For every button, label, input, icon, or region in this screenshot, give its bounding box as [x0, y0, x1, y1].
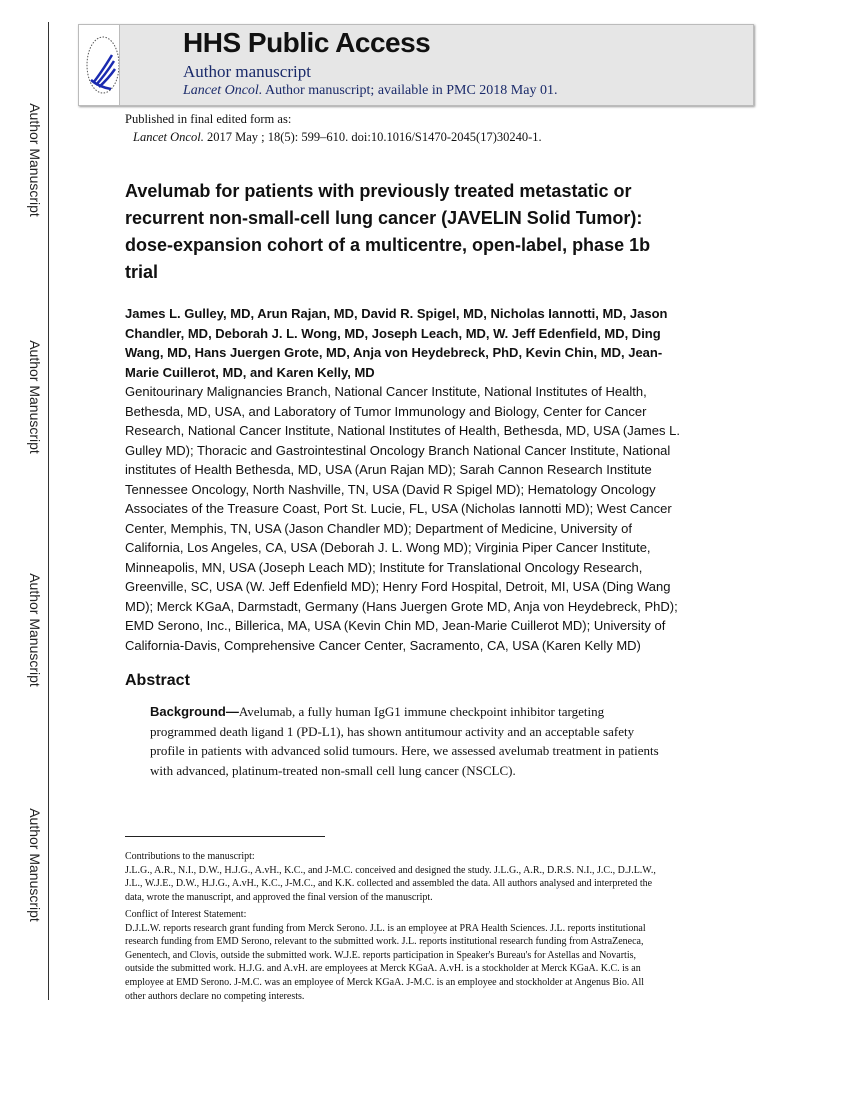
affiliation-line: Tennessee Oncology, North Nashville, TN, USA (David R Spigel MD); Hematology Oncology	[125, 481, 656, 497]
footnote-line: other authors declare no competing interests.	[125, 990, 305, 1002]
footnote-line: Genentech, and Clovis, outside the submitted work. W.J.E. reports participation in Speaker's Bureau's for Astellas and Novartis,	[125, 949, 637, 961]
footnote-line: D.J.L.W. reports research grant funding from Merck Serono. J.L. is an employee at PRA Health Sciences. J.L. reports institutional	[125, 922, 646, 934]
footnote-line: J.L.G., A.R., N.I., D.W., H.J.G., A.vH., K.C., and J-M.C. conceived and designed the study. J.L.G., A.R., D.R.S. N.I., J.C., D.J.L.W.,	[125, 864, 656, 876]
affiliation-line: institutes of Health Bethesda, MD, USA (Arun Rajan MD); Sarah Cannon Research Institute	[125, 462, 652, 477]
side-label-text: Author Manuscript	[27, 808, 43, 922]
title-line: Avelumab for patients with previously treated metastatic or	[125, 181, 632, 201]
affiliation-line: Research, National Cancer Institute, National Institutes of Health, Bethesda, MD, USA (James L.	[125, 423, 680, 438]
published-citation	[125, 110, 542, 146]
affiliations	[125, 382, 680, 655]
abstract-background	[150, 702, 659, 780]
author-line: Marie Cuillerot, MD, and Karen Kelly, MD	[125, 364, 375, 380]
journal-name: Lancet Oncol.	[183, 83, 263, 98]
footnote-line: data, wrote the manuscript, and approved the final version of the manuscript.	[125, 891, 433, 903]
side-label-text: Author Manuscript	[27, 573, 43, 687]
affiliation-line: Bethesda, MD, USA, and Laboratory of Tumor Immunology and Biology, Center for Cancer	[125, 403, 647, 419]
affiliation-line: Minneapolis, MN, USA (Joseph Leach MD); Institute for Translational Oncology Research,	[125, 559, 643, 575]
margin-bar	[48, 22, 49, 1000]
citation-text: 2017 May ; 18(5): 599–610. doi:10.1016/S1470-2045(17)30240-1.	[203, 130, 542, 144]
background-line: profile in patients with advanced solid tumours. Here, we assessed avelumab treatment in patients	[150, 743, 659, 758]
author-line: James L. Gulley, MD, Arun Rajan, MD, David R. Spigel, MD, Nicholas Iannotti, MD, Jason	[125, 306, 668, 321]
author-line: Wang, MD, Hans Juergen Grote, MD, Anja von Heydebreck, PhD, Kevin Chin, MD, Jean-	[125, 345, 663, 360]
affiliation-line: Genitourinary Malignancies Branch, National Cancer Institute, National Institutes of Health,	[125, 384, 647, 399]
background-line: programmed death ligand 1 (PD-L1), has shown antitumour activity and an acceptable safety	[150, 723, 635, 739]
title-line: recurrent non-small-cell lung cancer (JAVELIN Solid Tumor):	[125, 208, 643, 228]
footnote-line: outside the submitted work. H.J.G. and A.vH. are employees at Merck KGaA. A.vH. is a stockholder at Merck KGaA. K.C. is an	[125, 963, 641, 975]
abstract-heading: Abstract	[125, 672, 190, 689]
affiliation-line: California, Los Angeles, CA, USA (Deborah J. L. Wong MD); Virginia Piper Cancer Institute,	[125, 540, 651, 555]
conflict-footnote	[125, 908, 646, 1003]
affiliation-line: MD); Merck KGaA, Darmstadt, Germany (Hans Juergen Grote MD, Anja von Heydebreck, PhD);	[125, 598, 678, 614]
footnote-divider	[125, 836, 325, 837]
affiliation-line: Greenville, SC, USA (W. Jeff Edenfield MD); Henry Ford Hospital, Detroit, MI, USA (Ding Wang	[125, 579, 671, 594]
article-title	[125, 178, 650, 286]
side-label-text: Author Manuscript	[27, 340, 43, 454]
affiliation-line: Gulley MD); Thoracic and Gastrointestinal Oncology Branch National Cancer Institute, National	[125, 442, 671, 458]
author-line: Chandler, MD, Deborah J. L. Wong, MD, Joseph Leach, MD, W. Jeff Edenfield, MD, Ding	[125, 325, 661, 341]
hhs-header	[78, 24, 754, 106]
affiliation-line: Center, Memphis, TN, USA (Jason Chandler MD); Department of Medicine, University of	[125, 520, 632, 536]
footnote-line: research funding from EMD Serono, relevant to the submitted work. J.L. reports institutional research funding from AstraZeneca,	[125, 936, 644, 948]
affiliation-line: California-Davis, Comprehensive Cancer Center, Sacramento, CA, USA (Karen Kelly MD)	[125, 637, 641, 653]
background-line: with advanced, platinum-treated non-small cell lung cancer (NSCLC).	[150, 762, 516, 778]
background-line: Avelumab, a fully human IgG1 immune checkpoint inhibitor targeting	[238, 704, 605, 719]
footnote-line: employee at EMD Serono. J-M.C. was an employee of Merck KGaA. J-M.C. is an employee and stockholder at Angenus Bio. All	[125, 976, 645, 988]
header-title: HHS Public Access	[183, 27, 431, 58]
availability-note	[183, 83, 557, 99]
journal-name: Lancet Oncol.	[133, 130, 204, 144]
hhs-logo-icon	[79, 25, 120, 105]
header-subtitle: Author manuscript	[183, 62, 311, 81]
footnote-line: J.L., W.J.E., D.W., H.J.G., A.vH., K.C., J-M.C., and K.K. collected and assembled the data. All authors analysed and interpreted the	[125, 878, 653, 890]
availability-text: Author manuscript; available in PMC 2018 May 01.	[262, 83, 558, 98]
published-label: Published in final edited form as:	[125, 112, 292, 126]
title-line: dose-expansion cohort of a multicentre, open-label, phase 1b	[125, 235, 651, 255]
footnote-heading: Contributions to the manuscript:	[125, 851, 255, 862]
contributions-footnote	[125, 850, 656, 904]
affiliation-line: EMD Serono, Inc., Billerica, MA, USA (Kevin Chin MD, Jean-Marie Cuillerot MD); University of	[125, 618, 666, 633]
title-line: trial	[125, 262, 159, 282]
background-label: Background—	[150, 704, 239, 719]
author-list	[125, 304, 667, 382]
affiliation-line: Associates of the Treasure Coast, Port St. Lucie, FL, USA (Nicholas Iannotti MD); West Cancer	[125, 501, 672, 516]
side-label-text: Author Manuscript	[27, 103, 43, 217]
footnote-heading: Conflict of Interest Statement:	[125, 909, 247, 920]
